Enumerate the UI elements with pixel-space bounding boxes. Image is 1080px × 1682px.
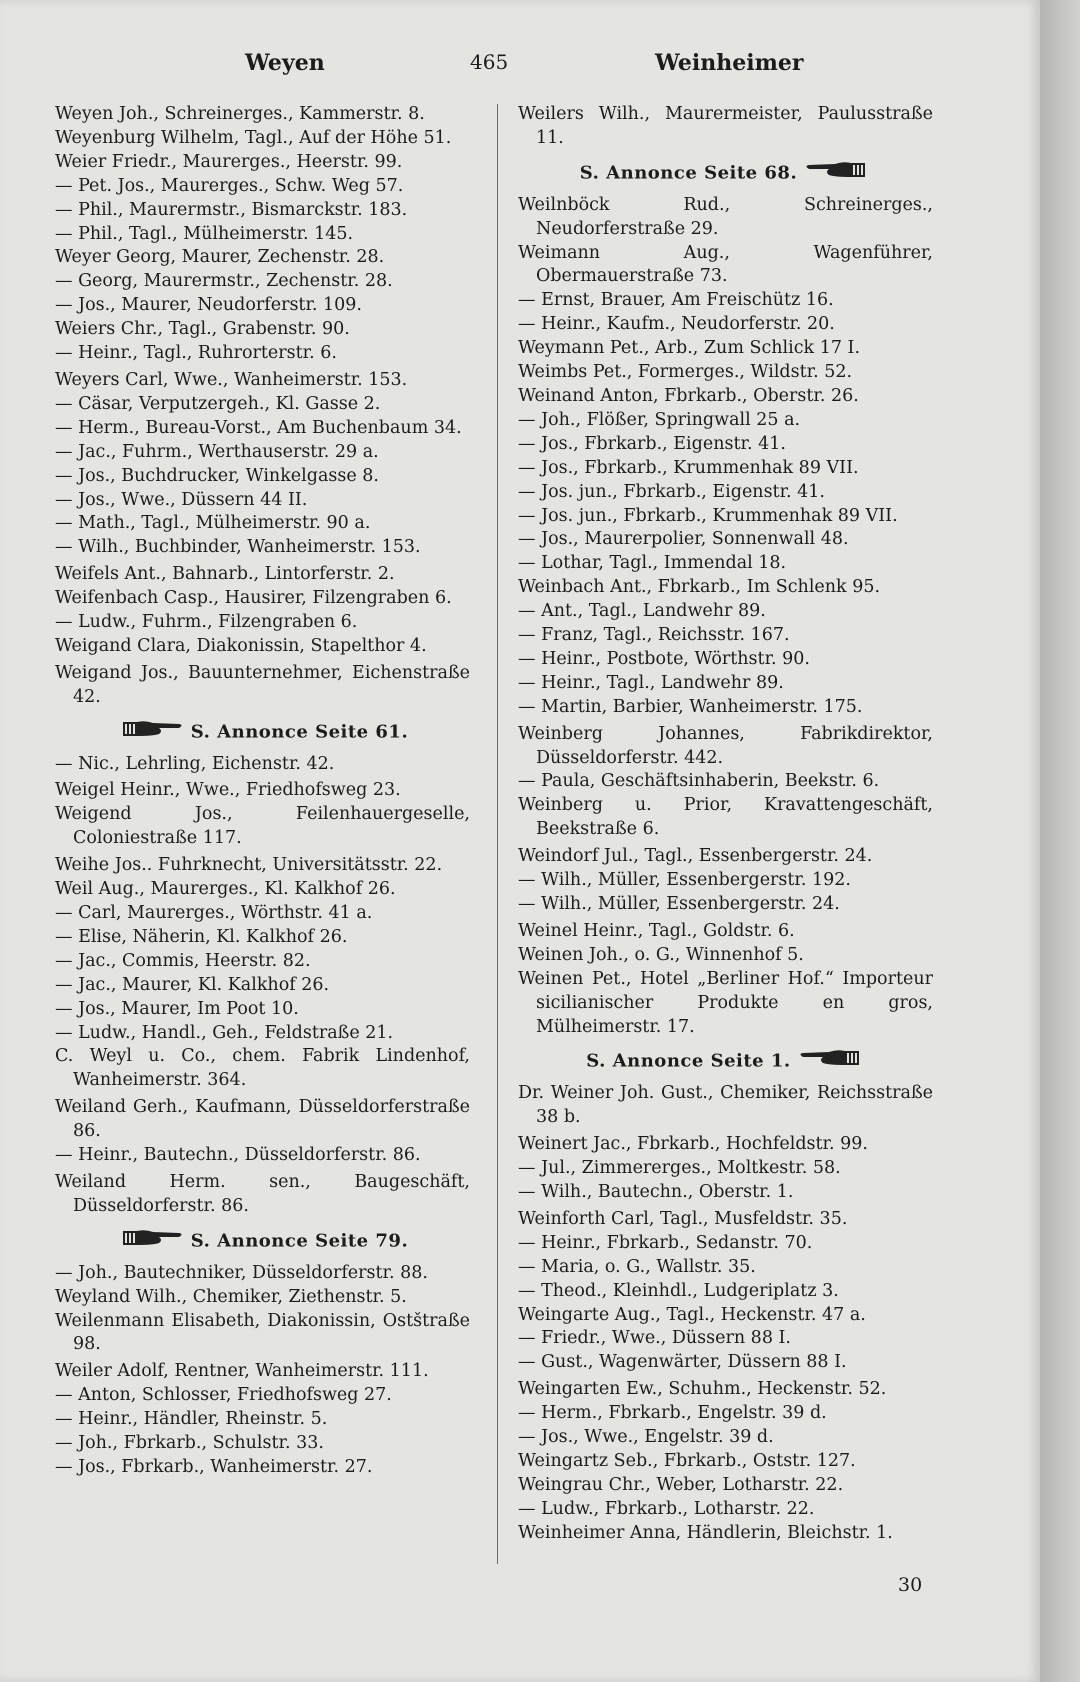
directory-entry: Weinel Heinr., Tagl., Goldstr. 6. [518,920,795,941]
directory-entry: Weymann Pet., Arb., Zum Schlick 17 I. [518,338,861,359]
directory-entry: — Georg, Maurermstr., Zechenstr. 28. [55,271,393,292]
directory-entry: — Jos., Fbrkarb., Wanheimerstr. 27. [55,1456,373,1477]
directory-entry: — Jos., Maurer, Im Poot 10. [55,998,299,1019]
directory-entry: Weinen Joh., o. G., Winnenhof 5. [518,944,804,965]
directory-entry: — Jos., Maurer, Neudorferstr. 109. [55,295,362,316]
directory-entry: — Jos., Maurerpolier, Sonnenwall 48. [518,529,849,550]
pointing-hand-icon [123,719,185,746]
directory-entry: — Wilh., Bautechn., Oberstr. 1. [518,1181,794,1202]
directory-entry: Weingrau Chr., Weber, Lotharstr. 22. [518,1474,844,1495]
directory-entry: Weyen Joh., Schreinerges., Kammerstr. 8. [55,104,425,124]
annonce-text: S. Annonce Seite 68. [579,162,798,184]
directory-entry: Weinheimer Anna, Händlerin, Bleichstr. 1. [518,1522,893,1543]
directory-entry: C. Weyl u. Co., chem. Fabrik Lindenhof, Wanheimerstr. 364. [55,1046,470,1091]
directory-entry: — Jos., Buchdrucker, Winkelgasse 8. [55,465,379,486]
directory-entry: Weinand Anton, Fbrkarb., Oberstr. 26. [518,385,859,406]
directory-entry: — Anton, Schlosser, Friedhofsweg 27. [55,1385,392,1406]
directory-entry: — Heinr., Händler, Rheinstr. 5. [55,1409,328,1430]
pointing-hand-icon [803,160,865,187]
directory-entry: — Ludw., Handl., Geh., Feldstraße 21. [55,1022,394,1043]
directory-entry: Weiers Chr., Tagl., Grabenstr. 90. [55,319,350,340]
directory-entry: — Elise, Näherin, Kl. Kalkhof 26. [55,926,348,947]
directory-entry: Weier Friedr., Maurerges., Heerstr. 99. [55,151,403,172]
directory-entry: Weilers Wilh., Maurermeister, Paulusstraße 11. [518,104,933,148]
right-column [518,103,933,1546]
annonce-reference [55,719,470,746]
directory-entry: — Phil., Tagl., Mülheimerstr. 145. [55,223,354,244]
directory-entry: Weingarten Ew., Schuhm., Heckenstr. 52. [518,1379,887,1400]
directory-entry: — Math., Tagl., Mülheimerstr. 90 a. [55,513,371,534]
directory-entry: — Maria, o. G., Wallstr. 35. [518,1256,756,1277]
directory-entry: Weimann Aug., Wagenführer, Obermauerstraße 73. [518,242,933,287]
directory-entry: Weiler Adolf, Rentner, Wanheimerstr. 111. [55,1361,429,1382]
directory-entry: — Joh., Flößer, Springwall 25 a. [518,409,801,430]
directory-entry: Weifels Ant., Bahnarb., Lintorferstr. 2. [55,564,395,585]
directory-entry: Weyer Georg, Maurer, Zechenstr. 28. [55,247,385,268]
directory-entry: — Pet. Jos., Maurerges., Schw. Weg 57. [55,175,404,196]
directory-entry: Weindorf Jul., Tagl., Essenbergerstr. 24. [518,846,873,867]
directory-entry: — Jos. jun., Fbrkarb., Eigenstr. 41. [518,481,825,502]
directory-entry: Weigand Jos., Bauunternehmer, Eichenstraße 42. [55,662,470,707]
directory-entry: — Cäsar, Verputzergeh., Kl. Gasse 2. [55,393,381,414]
pointing-hand-icon [123,1228,185,1255]
directory-entry: — Jul., Zimmererges., Moltkestr. 58. [518,1158,841,1179]
directory-entry: Weingarte Aug., Tagl., Heckenstr. 47 a. [518,1304,866,1325]
directory-entry: — Joh., Fbrkarb., Schulstr. 33. [55,1433,324,1454]
directory-entry: Weingartz Seb., Fbrkarb., Oststr. 127. [518,1450,856,1471]
directory-entry: — Theod., Kleinhdl., Ludgeriplatz 3. [518,1280,839,1301]
header-left-catchword: Weyen [245,50,325,76]
directory-entry: — Ant., Tagl., Landwehr 89. [518,601,766,622]
annonce-reference [55,1228,470,1255]
directory-entry: — Heinr., Tagl., Landwehr 89. [518,672,784,693]
annonce-reference [518,160,933,187]
directory-entry: — Jos., Fbrkarb., Krummenhak 89 VII. [518,457,859,478]
directory-entry: — Herm., Fbrkarb., Engelstr. 39 d. [518,1403,827,1424]
directory-entry: — Heinr., Tagl., Ruhrorterstr. 6. [55,343,337,364]
directory-entry: — Ludw., Fuhrm., Filzengraben 6. [55,612,358,633]
pointing-hand-icon [797,1048,859,1075]
annonce-text: S. Annonce Seite 1. [586,1050,791,1072]
directory-entry: — Jos., Fbrkarb., Eigenstr. 41. [518,433,786,454]
directory-entry: — Friedr., Wwe., Düssern 88 I. [518,1328,791,1349]
annonce-reference [518,1048,933,1075]
directory-entry: — Heinr., Bautechn., Düsseldorferstr. 86. [55,1145,421,1166]
directory-entry: — Paula, Geschäftsinhaberin, Beekstr. 6. [518,771,880,792]
directory-entry: — Ludw., Fbrkarb., Lotharstr. 22. [518,1498,815,1519]
directory-entry: Weihe Jos.. Fuhrknecht, Universitätsstr. 22. [55,855,443,876]
directory-entry: — Wilh., Müller, Essenbergerstr. 192. [518,870,851,891]
directory-entry: — Phil., Maurermstr., Bismarckstr. 183. [55,199,408,220]
sheet-signature: 30 [898,1574,923,1596]
page-number: 465 [470,50,509,74]
directory-entry: Weinforth Carl, Tagl., Musfeldstr. 35. [518,1208,848,1229]
directory-entry: Weigand Clara, Diakonissin, Stapelthor 4. [55,635,427,656]
directory-entry: Weiland Gerh., Kaufmann, Düsseldorferstraße 86. [55,1097,470,1142]
directory-entry: Weiland Herm. sen., Baugeschäft, Düsseldorferstr. 86. [55,1171,470,1216]
directory-entry: Weyers Carl, Wwe., Wanheimerstr. 153. [55,369,408,390]
directory-entry: — Jac., Fuhrm., Werthauserstr. 29 a. [55,441,379,462]
directory-entry: — Jos., Wwe., Engelstr. 39 d. [518,1427,774,1448]
directory-entry: Weyland Wilh., Chemiker, Ziethenstr. 5. [55,1286,407,1307]
directory-entry: Weifenbach Casp., Hausirer, Filzengraben 6. [55,588,452,609]
directory-entry: Weinberg Johannes, Fabrikdirektor, Düsseldorferstr. 442. [518,723,933,768]
page-edge [1040,0,1080,1682]
header-right-catchword: Weinheimer [655,50,804,76]
directory-entry: Weinert Jac., Fbrkarb., Hochfeldstr. 99. [518,1134,868,1155]
directory-entry: — Carl, Maurerges., Wörthstr. 41 a. [55,903,373,923]
directory-entry: Weigel Heinr., Wwe., Friedhofsweg 23. [55,780,401,801]
annonce-text: S. Annonce Seite 79. [190,1230,409,1252]
column-divider [497,104,498,1564]
directory-entry: — Joh., Bautechniker, Düsseldorferstr. 88. [55,1262,428,1283]
directory-entry: Weyenburg Wilhelm, Tagl., Auf der Höhe 51. [55,127,452,148]
directory-entry: — Martin, Barbier, Wanheimerstr. 175. [518,696,863,717]
directory-entry: Dr. Weiner Joh. Gust., Chemiker, Reichsstraße 38 b. [518,1083,933,1128]
directory-entry: Weinen Pet., Hotel „Berliner Hof.“ Importeur sicilianischer Produkte en gros, Mülheimerstr. 17. [518,968,933,1037]
left-column [55,103,470,1480]
directory-entry: Weimbs Pet., Formerges., Wildstr. 52. [518,362,853,383]
directory-entry: — Jac., Maurer, Kl. Kalkhof 26. [55,974,330,995]
directory-entry: — Nic., Lehrling, Eichenstr. 42. [55,753,335,774]
directory-entry: — Jac., Commis, Heerstr. 82. [55,950,311,971]
directory-entry: — Wilh., Buchbinder, Wanheimerstr. 153. [55,537,421,558]
directory-entry: — Heinr., Kaufm., Neudorferstr. 20. [518,314,835,335]
directory-entry: Weinbach Ant., Fbrkarb., Im Schlenk 95. [518,577,881,598]
directory-entry: — Wilh., Müller, Essenbergerstr. 24. [518,894,840,914]
directory-entry: — Heinr., Fbrkarb., Sedanstr. 70. [518,1232,813,1253]
directory-entry: — Jos. jun., Fbrkarb., Krummenhak 89 VII. [518,505,898,526]
directory-entry: — Gust., Wagenwärter, Düssern 88 I. [518,1352,847,1373]
directory-entry: — Ernst, Brauer, Am Freischütz 16. [518,290,834,311]
directory-entry: Weilnböck Rud., Schreinerges., Neudorferstraße 29. [518,194,933,239]
directory-entry: — Lothar, Tagl., Immendal 18. [518,553,787,574]
directory-entry: — Herm., Bureau-Vorst., Am Buchenbaum 34. [55,417,462,438]
annonce-text: S. Annonce Seite 61. [190,721,409,743]
directory-entry: Weigend Jos., Feilenhauergeselle, Coloniestraße 117. [55,804,470,849]
running-head [55,50,985,90]
directory-entry: Weinberg u. Prior, Kravattengeschäft, Beekstraße 6. [518,795,933,840]
directory-entry: — Jos., Wwe., Düssern 44 II. [55,489,308,510]
directory-entry: — Heinr., Postbote, Wörthstr. 90. [518,648,810,669]
directory-entry: Weil Aug., Maurerges., Kl. Kalkhof 26. [55,879,396,900]
directory-entry: — Franz, Tagl., Reichsstr. 167. [518,625,790,646]
directory-entry: Weilenmann Elisabeth, Diakonissin, Ostštraße 98. [55,1310,470,1355]
